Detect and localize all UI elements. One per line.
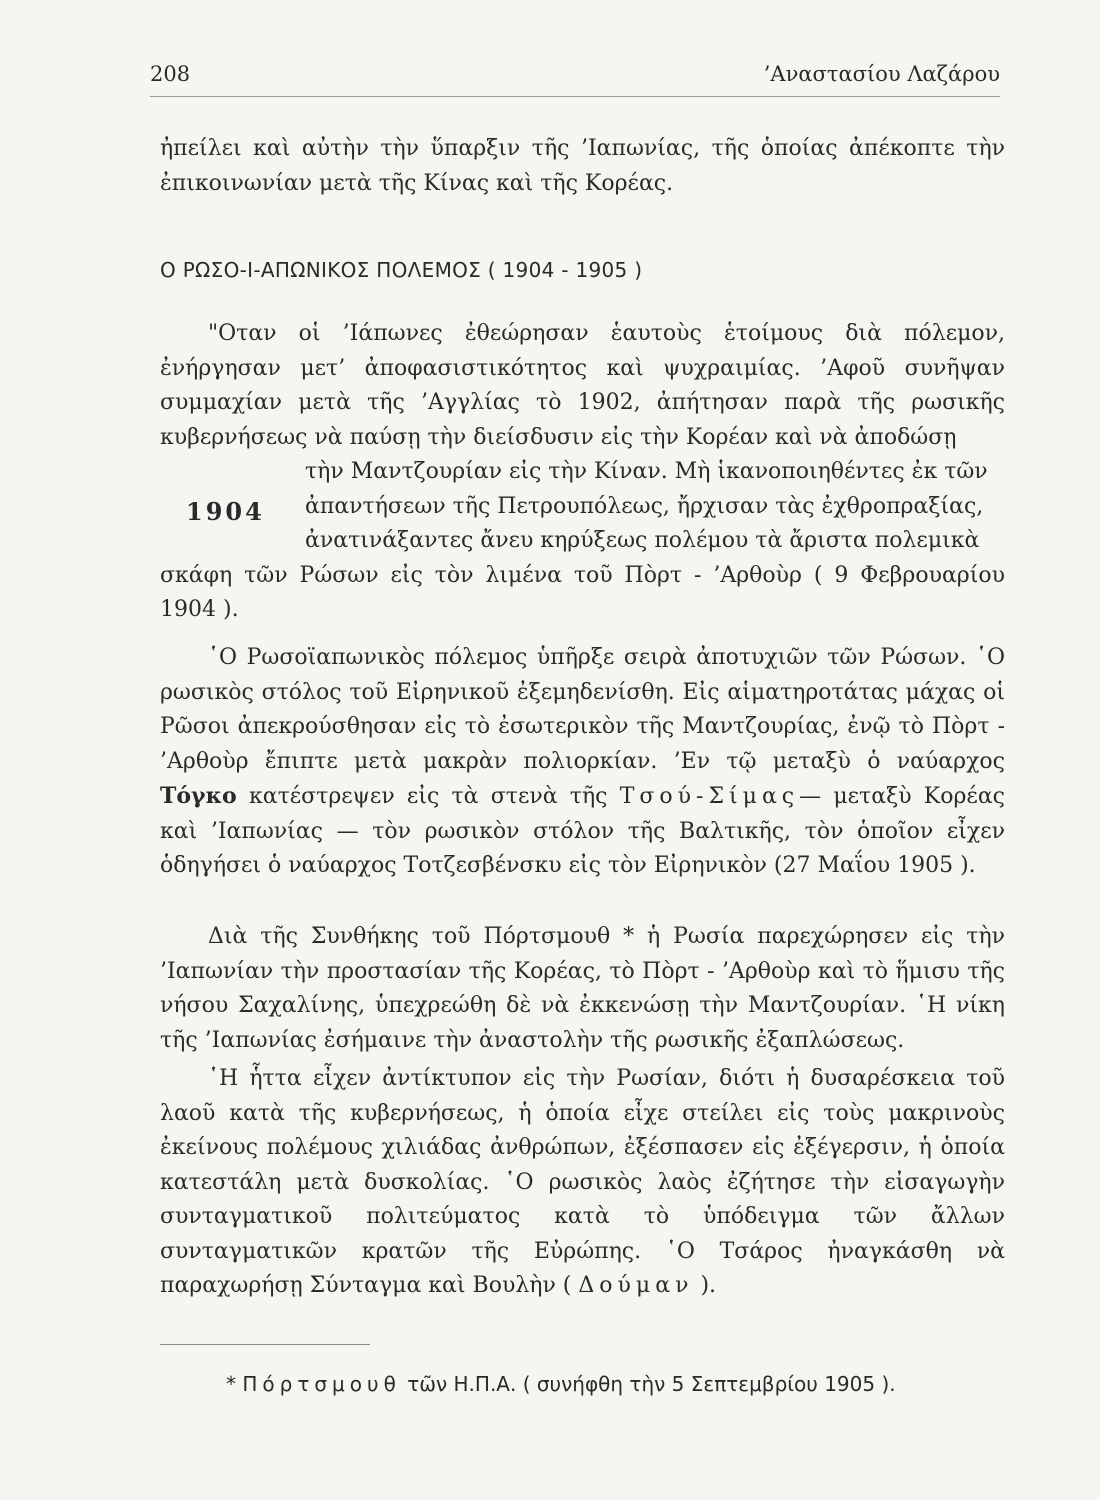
p1-tail: σκάφη τῶν Ρώσων εἰς τὸν λιμένα τοῦ Πὸρτ - ’Αρθοὺρ ( 9 Φεβρουαρίου 1904 ). — [160, 562, 1005, 622]
p4-tail: ). — [700, 1273, 717, 1298]
footnote-term: Πόρτσμουθ — [242, 1372, 401, 1396]
p1-hang-line-3: ἀνατινάξαντες ἄνευ κηρύξεως πολέμου τὰ ἄριστα πολεμικὰ — [305, 528, 980, 553]
header-rule — [150, 96, 1000, 97]
p4-lead: ῾Η ἧττα εἶχεν ἀντίκτυπον εἰς τὴν Ρωσίαν, διότι ἡ δυσαρέσκεια τοῦ λαοῦ κατὰ τῆς κυβερνήσεως, ἡ ὁποία εἶχε στείλει εἰς τοὺς μακρινοὺς ἐκείνους πολέμους χιλιάδας ἀνθρώπων, ἐξέσπασεν εἰς ἐξέγερσιν, ἡ ὁποία κατεστάλη μετὰ δυσκολίας. ῾Ο ρωσικὸς λαὸς ἐζήτησε τὴν εἰσαγωγὴν συνταγματικοῦ πολιτεύματος κατὰ τὸ ὑπόδειγμα τῶν ἄλλων συνταγματικῶν κρατῶν τῆς Εὐρώπης. ῾Ο Τσάρος ἠναγκάσθη νὰ παραχωρήσῃ Σύνταγμα καὶ Βουλὴν ( — [160, 1066, 1005, 1298]
paragraph-defeats — [160, 641, 1005, 884]
p1-lead: "Οταν οἱ ’Ιάπωνες ἐθεώρησαν ἑαυτοὺς ἑτοίμους διὰ πόλεμον, ἐνήργησαν μετ’ ἀποφασιστικότητος καὶ ψυχραιμίας. ’Αφοῦ συνῆψαν συμμαχίαν μετὰ τῆς ’Αγγλίας τὸ 1902, ἀπήτησαν παρὰ τῆς ρωσικῆς κυβερνήσεως νὰ παύσῃ τὴν διείσδυσιν εἰς τὴν Κορέαν καὶ νὰ ἀποδώσῃ — [160, 321, 1005, 450]
page-number: 208 — [150, 62, 191, 86]
running-title: ’Αναστασίου Λαζάρου — [763, 62, 1000, 86]
margin-year: 1904 — [186, 497, 265, 526]
footnote-marker: * — [226, 1372, 236, 1396]
paragraph-war-outbreak — [160, 317, 1005, 628]
footnote — [226, 1372, 896, 1396]
p1-hang-line-2: ἀπαντήσεων τῆς Πετρουπόλεως, ἤρχισαν τὰς ἐχθροπραξίας, — [305, 493, 984, 519]
footnote-text: τῶν Η.Π.Α. ( συνήφθη τὴν 5 Σεπτεμβρίου 1905 ). — [407, 1372, 896, 1396]
p2-lead: ῾Ο Ρωσοϊαπωνικὸς πόλεμος ὑπῆρξε σειρὰ ἀποτυχιῶν τῶν Ρώσων. ῾Ο ρωσικὸς στόλος τοῦ Εἰρηνικοῦ ἐξεμηδενίσθη. Εἰς αἱματηροτάτας μάχας οἱ Ρῶσοι ἀπεκρούσθησαν εἰς τὸ ἐσωτερικὸν τῆς Μαντζουρίας, ἐνῷ τὸ Πὸρτ - ’Αρθοὺρ ἔπιπτε μετὰ μακρὰν πολιορκίαν. ’Εν τῷ μεταξὺ ὁ ναύαρχος — [160, 645, 1005, 774]
page-header — [150, 62, 1000, 94]
admiral-name: Τόγκο — [160, 783, 237, 809]
p2-tail: — μεταξὺ Κορέας καὶ ’Ιαπωνίας — τὸν ρωσικὸν στόλον τῆς Βαλτικῆς, τὸν ὁποῖον εἶχεν ὁδηγήσει ὁ ναύαρχος Τοτζεσβένσκυ εἰς τὸν Εἰρηνικὸν (27 Μαΐου 1905 ). — [160, 784, 1005, 878]
paragraph-treaty — [160, 920, 1005, 1058]
intro-paragraph: ἠπείλει καὶ αὐτὴν τὴν ὕπαρξιν τῆς ’Ιαπωνίας, τῆς ὁποίας ἀπέκοπτε τὴν ἐπικοινωνίαν μετὰ τῆς Κίνας καὶ τῆς Κορέας. — [160, 136, 1005, 196]
strait-name: Τσού-Σίμας — [619, 784, 800, 809]
footnote-rule — [160, 1344, 370, 1345]
p2-mid: κατέστρεψεν εἰς τὰ στενὰ τῆς — [248, 784, 608, 809]
section-heading: Ο ΡΩΣΟ-Ι-ΑΠΩΝΙΚΟΣ ΠΟΛΕΜΟΣ ( 1904 - 1905 ) — [160, 258, 643, 282]
paragraph-consequences — [160, 1062, 1005, 1304]
duma-term: Δούμαν — [578, 1273, 694, 1298]
p3-text: Διὰ τῆς Συνθήκης τοῦ Πόρτσμουθ * ἡ Ρωσία παρεχώρησεν εἰς τὴν ’Ιαπωνίαν τὴν προστασίαν τῆς Κορέας, τὸ Πὸρτ - ’Αρθοὺρ καὶ τὸ ἥμισυ τῆς νήσου Σαχαλίνης, ὑπεχρεώθη δὲ νὰ ἐκκενώσῃ τὴν Μαντζουρίαν. ῾Η νίκη τῆς ’Ιαπωνίας ἐσήμαινε τὴν ἀναστολὴν τῆς ρωσικῆς ἐξαπλώσεως. — [160, 924, 1005, 1053]
p1-hang-line-1: τὴν Μαντζουρίαν εἰς τὴν Κίναν. Μὴ ἱκανοποιηθέντες ἐκ τῶν — [305, 459, 988, 484]
